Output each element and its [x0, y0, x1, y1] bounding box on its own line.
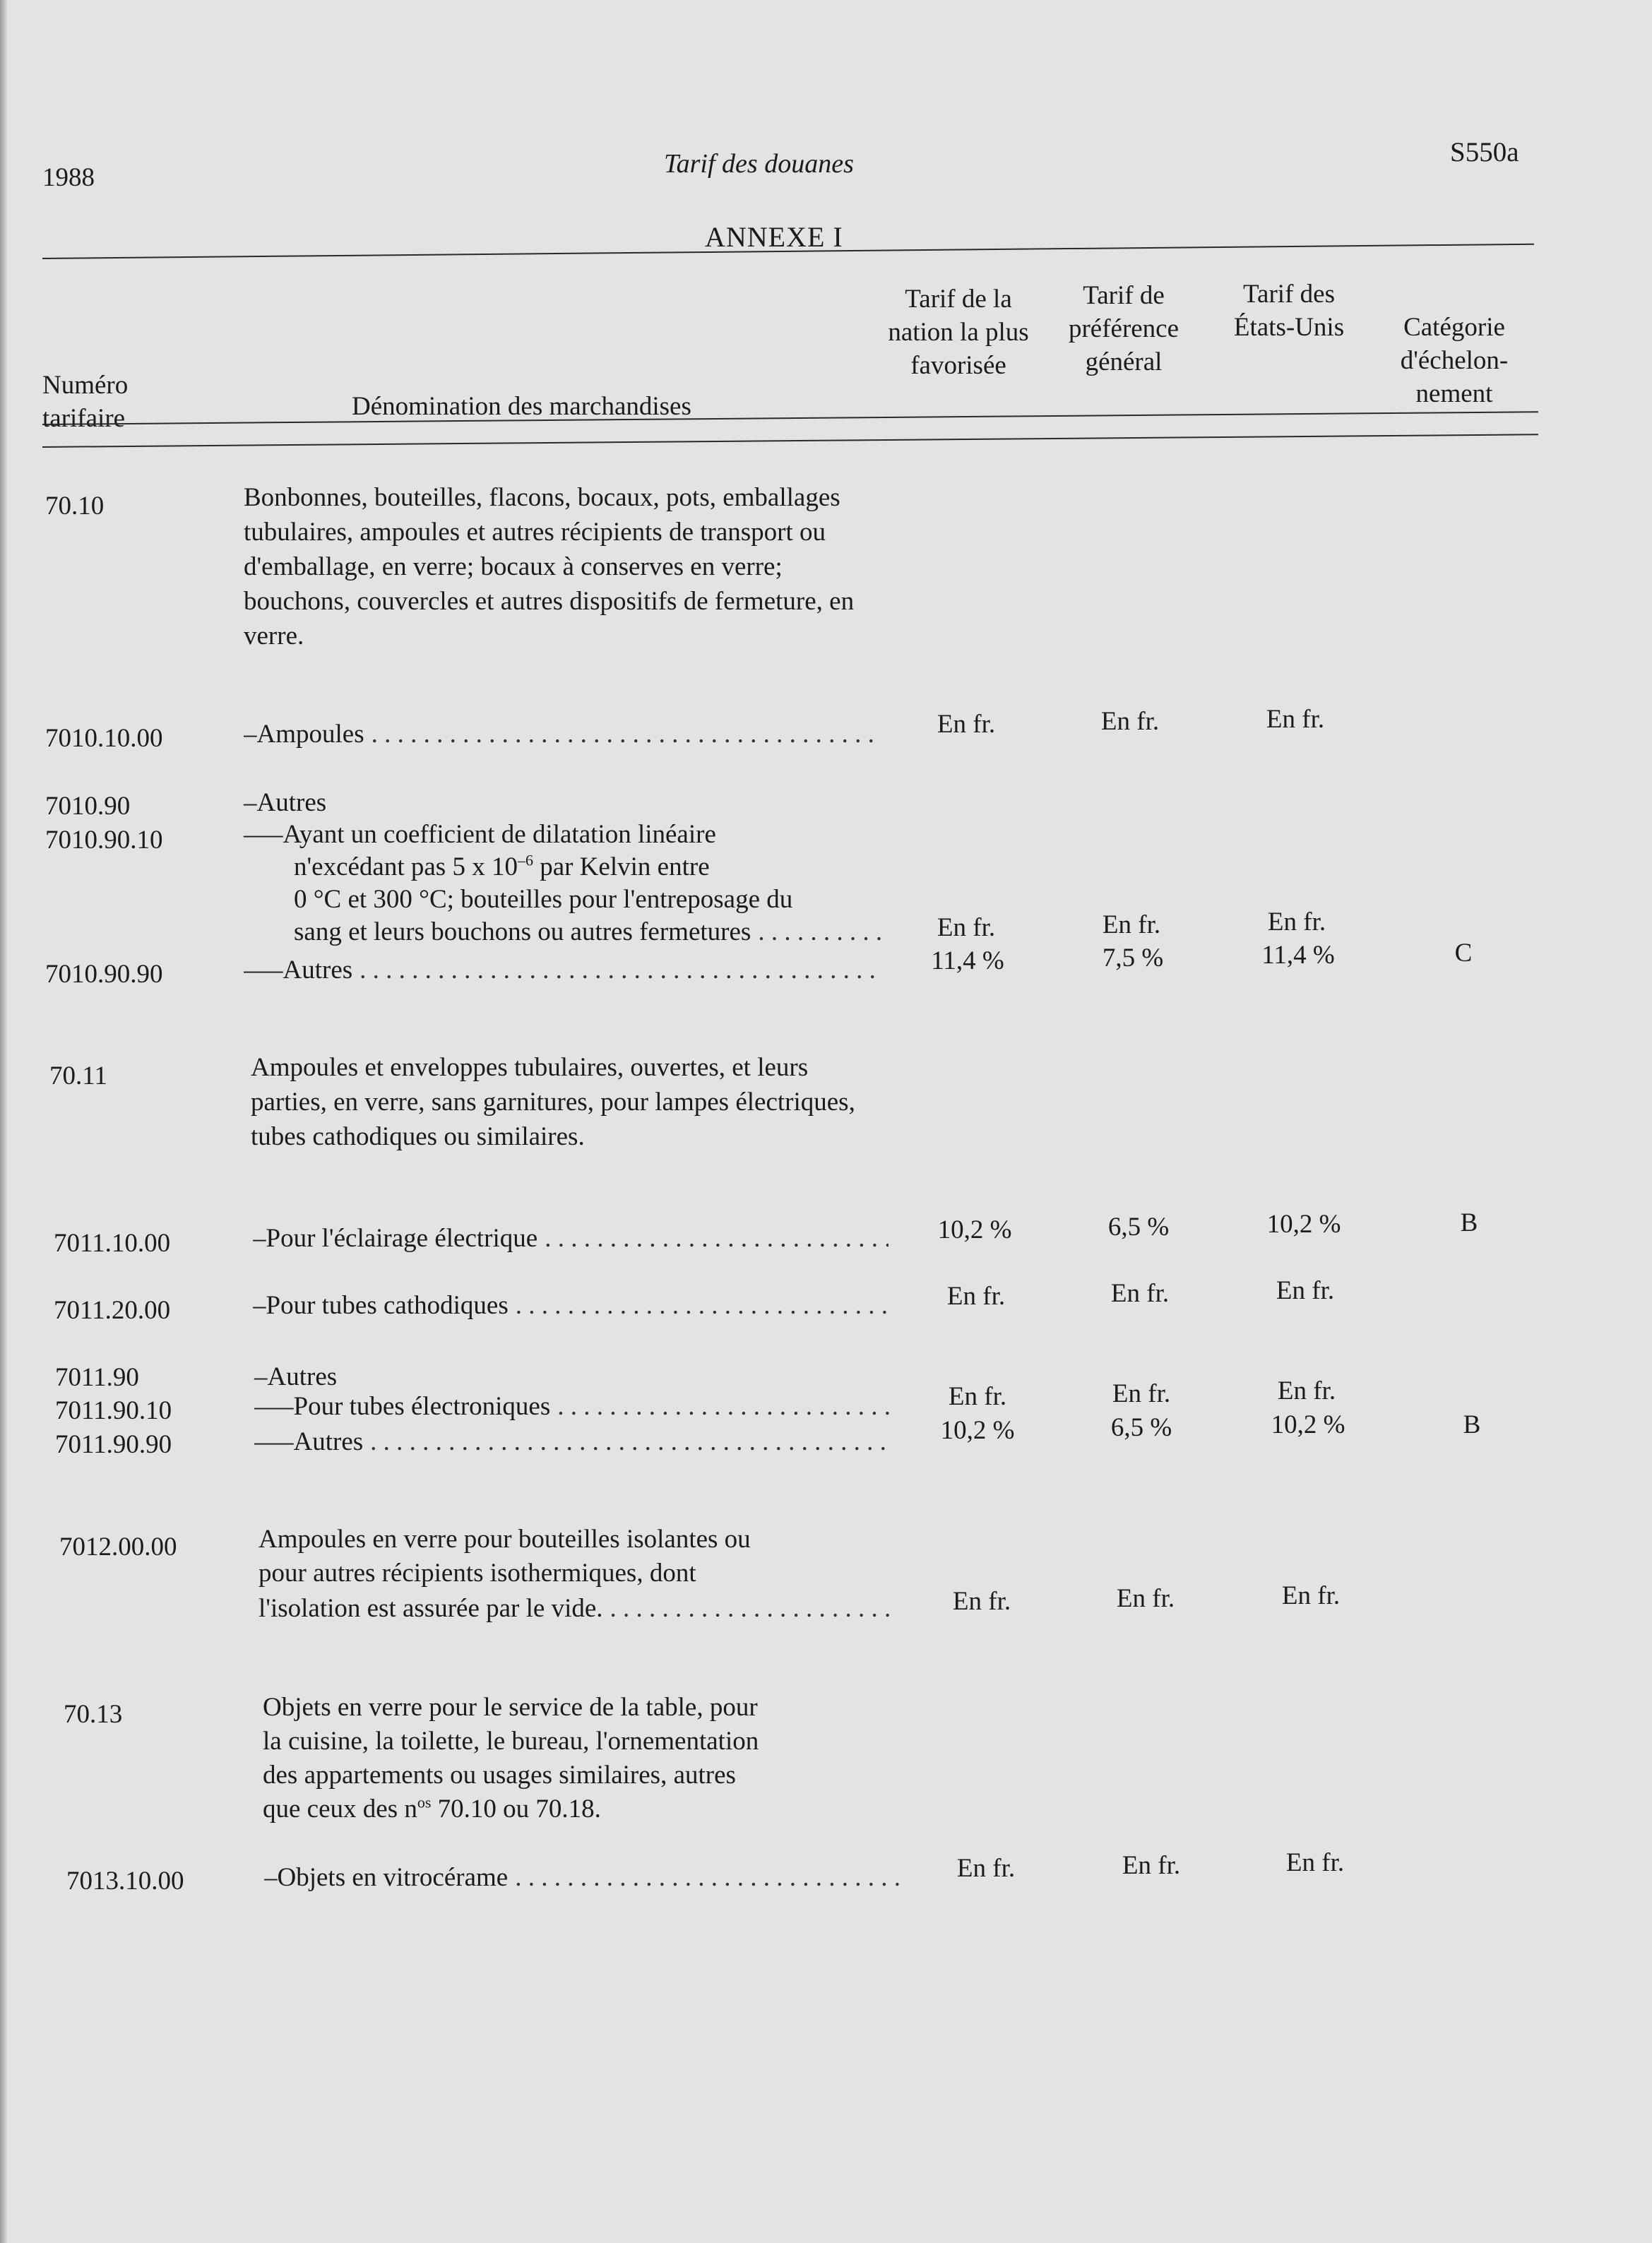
row-7010-90-90-staging: C	[1454, 939, 1473, 968]
row-7013-10-00-label: –Objets en vitrocérame	[264, 1863, 509, 1892]
leader-dots	[610, 1592, 894, 1625]
column-header-bottom-rule	[42, 411, 1538, 425]
row-7011-90-description: –Autres	[254, 1362, 338, 1391]
row-7012-00-00-line3-text: l'isolation est assurée par le vide.	[259, 1594, 603, 1623]
tariff-number-7010-90-90: 7010.90.90	[45, 960, 163, 989]
tariff-number-70-11: 70.11	[49, 1061, 107, 1090]
leader-dots	[515, 1861, 900, 1894]
numero-superscript: os	[417, 1793, 432, 1811]
heading-70-13-line3: des appartements ou usages similaires, autres	[263, 1761, 736, 1790]
tariff-number-7012-00-00: 7012.00.00	[59, 1533, 177, 1561]
row-7011-90-90-label: –––Autres	[254, 1427, 364, 1456]
leader-dots	[557, 1390, 891, 1423]
row-7010-10-00-description	[244, 718, 879, 751]
row-7011-10-00-staging: B	[1460, 1208, 1478, 1237]
row-7010-10-00-ust: En fr.	[1266, 705, 1325, 734]
column-header-gpt: Tarif de préférence général	[1068, 281, 1179, 376]
row-7010-90-90-gpt: 7,5 %	[1102, 944, 1164, 972]
row-7011-90-10-mfn: En fr.	[948, 1382, 1007, 1411]
exponent-superscript: –6	[517, 851, 533, 869]
row-7010-90-10-line4-text: sang et leurs bouchons ou autres fermetures	[294, 917, 751, 946]
tariff-number-7011-90-10: 7011.90.10	[55, 1396, 172, 1425]
row-7012-00-00-gpt: En fr.	[1116, 1584, 1175, 1613]
tariff-number-7010-90: 7010.90	[45, 792, 131, 821]
row-7011-20-00-description	[253, 1289, 890, 1322]
row-7011-20-00-label: –Pour tubes cathodiques	[253, 1291, 509, 1320]
row-7013-10-00-ust: En fr.	[1285, 1848, 1345, 1877]
row-7011-20-00-ust: En fr.	[1276, 1276, 1335, 1305]
row-7010-10-00-gpt: En fr.	[1100, 707, 1160, 736]
row-7010-90-10-ust: En fr.	[1267, 908, 1326, 936]
row-7010-90-10-line2	[294, 850, 710, 883]
row-7013-10-00-gpt: En fr.	[1122, 1851, 1181, 1880]
leader-dots	[545, 1222, 889, 1255]
leader-dots	[359, 953, 882, 987]
row-7010-90-90-mfn: 11,4 %	[931, 946, 1004, 975]
heading-70-13-line4	[263, 1792, 601, 1826]
row-7011-10-00-gpt: 6,5 %	[1107, 1213, 1170, 1242]
tariff-number-7011-20-00: 7011.20.00	[54, 1296, 171, 1325]
row-7011-10-00-ust: 10,2 %	[1266, 1210, 1341, 1239]
leader-dots	[516, 1289, 890, 1322]
tariff-number-70-10: 70.10	[45, 492, 105, 520]
row-7010-90-10-line1: –––Ayant un coefficient de dilatation linéaire	[244, 820, 716, 849]
row-7010-90-description: –Autres	[244, 788, 327, 817]
row-7010-90-10-line2-tail: par Kelvin entre	[533, 852, 710, 881]
row-7011-90-10-description	[254, 1390, 891, 1423]
leader-dots	[372, 718, 879, 751]
tariff-number-7013-10-00: 7013.10.00	[66, 1867, 184, 1896]
heading-70-11-description: Ampoules et enveloppes tubulaires, ouvertes, et leurs parties, en verre, sans garnitures, pour lampes électriques, tubes cathodiques ou similaires.	[251, 1053, 855, 1151]
tariff-number-7011-90: 7011.90	[55, 1363, 139, 1392]
row-7010-90-90-label: –––Autres	[244, 956, 353, 984]
header-year: 1988	[42, 163, 95, 192]
row-7011-90-10-gpt: En fr.	[1112, 1379, 1171, 1408]
column-header-description: Dénomination des marchandises	[352, 392, 691, 421]
annex-title: ANNEXE I	[705, 221, 843, 253]
row-7012-00-00-line1: Ampoules en verre pour bouteilles isolantes ou	[259, 1525, 751, 1554]
page-edge-shadow	[0, 0, 7, 2243]
row-7010-90-10-line4	[294, 915, 881, 948]
column-header-mfn: Tarif de la nation la plus favorisée	[888, 285, 1029, 380]
row-7012-00-00-line3	[259, 1592, 894, 1625]
row-7011-20-00-gpt: En fr.	[1110, 1279, 1170, 1308]
header-page-code: S550a	[1450, 137, 1519, 167]
row-7011-90-90-gpt: 6,5 %	[1110, 1413, 1172, 1442]
heading-70-13-line4-text: que ceux des n	[263, 1795, 417, 1823]
row-7013-10-00-description	[264, 1861, 900, 1894]
row-7010-90-10-line2-text: n'excédant pas 5 x 10	[294, 852, 518, 881]
row-7010-90-10-mfn: En fr.	[937, 913, 996, 942]
column-header-tariff-number: Numéro tarifaire	[42, 371, 129, 433]
tariff-number-7010-10-00: 7010.10.00	[45, 724, 163, 753]
row-7011-90-90-staging: B	[1463, 1410, 1481, 1439]
table-body-top-rule	[42, 434, 1538, 448]
row-7011-10-00-label: –Pour l'éclairage électrique	[253, 1224, 538, 1253]
row-7011-10-00-description	[253, 1222, 889, 1255]
row-7012-00-00-ust: En fr.	[1281, 1581, 1341, 1610]
row-7010-90-10-gpt: En fr.	[1102, 910, 1161, 939]
row-7010-90-10-line3: 0 °C et 300 °C; bouteilles pour l'entreposage du	[294, 885, 793, 914]
tariff-number-7011-10-00: 7011.10.00	[54, 1229, 171, 1258]
heading-70-13-line1: Objets en verre pour le service de la table, pour	[263, 1693, 758, 1722]
leader-dots	[758, 915, 881, 948]
tariff-number-7010-90-10: 7010.90.10	[45, 826, 163, 855]
row-7010-10-00-label: –Ampoules	[244, 720, 364, 749]
tariff-number-70-13: 70.13	[64, 1700, 123, 1729]
row-7010-90-90-description	[244, 953, 882, 987]
row-7011-20-00-mfn: En fr.	[946, 1282, 1006, 1311]
leader-dots	[370, 1425, 891, 1458]
row-7013-10-00-mfn: En fr.	[956, 1854, 1016, 1883]
row-7011-10-00-mfn: 10,2 %	[937, 1215, 1012, 1244]
heading-70-13-line4-tail: 70.10 ou 70.18.	[431, 1795, 601, 1823]
row-7012-00-00-line2: pour autres récipients isothermiques, dont	[259, 1559, 696, 1588]
row-7011-90-10-ust: En fr.	[1277, 1376, 1336, 1405]
heading-70-10-description: Bonbonnes, bouteilles, flacons, bocaux, pots, emballages tubulaires, ampoules et autres récipients de transport ou d'emballage, en verre; bocaux à conserves en verre; bouchons, couvercles et autres dispositifs de fermeture, en verre.	[244, 483, 855, 650]
row-7011-90-10-label: –––Pour tubes électroniques	[254, 1392, 551, 1421]
column-header-ust: Tarif des États-Unis	[1233, 280, 1345, 342]
header-title: Tarif des douanes	[664, 149, 854, 179]
row-7011-90-90-description	[254, 1425, 891, 1458]
row-7011-90-90-ust: 10,2 %	[1271, 1410, 1345, 1439]
heading-70-13-line2: la cuisine, la toilette, le bureau, l'ornementation	[263, 1727, 759, 1756]
row-7010-10-00-mfn: En fr.	[937, 710, 996, 739]
row-7012-00-00-mfn: En fr.	[952, 1587, 1011, 1616]
tariff-number-7011-90-90: 7011.90.90	[55, 1430, 172, 1459]
column-header-staging: Catégorie d'échelon-nement	[1400, 313, 1509, 408]
row-7010-90-90-ust: 11,4 %	[1261, 941, 1335, 970]
row-7011-90-90-mfn: 10,2 %	[940, 1416, 1015, 1445]
